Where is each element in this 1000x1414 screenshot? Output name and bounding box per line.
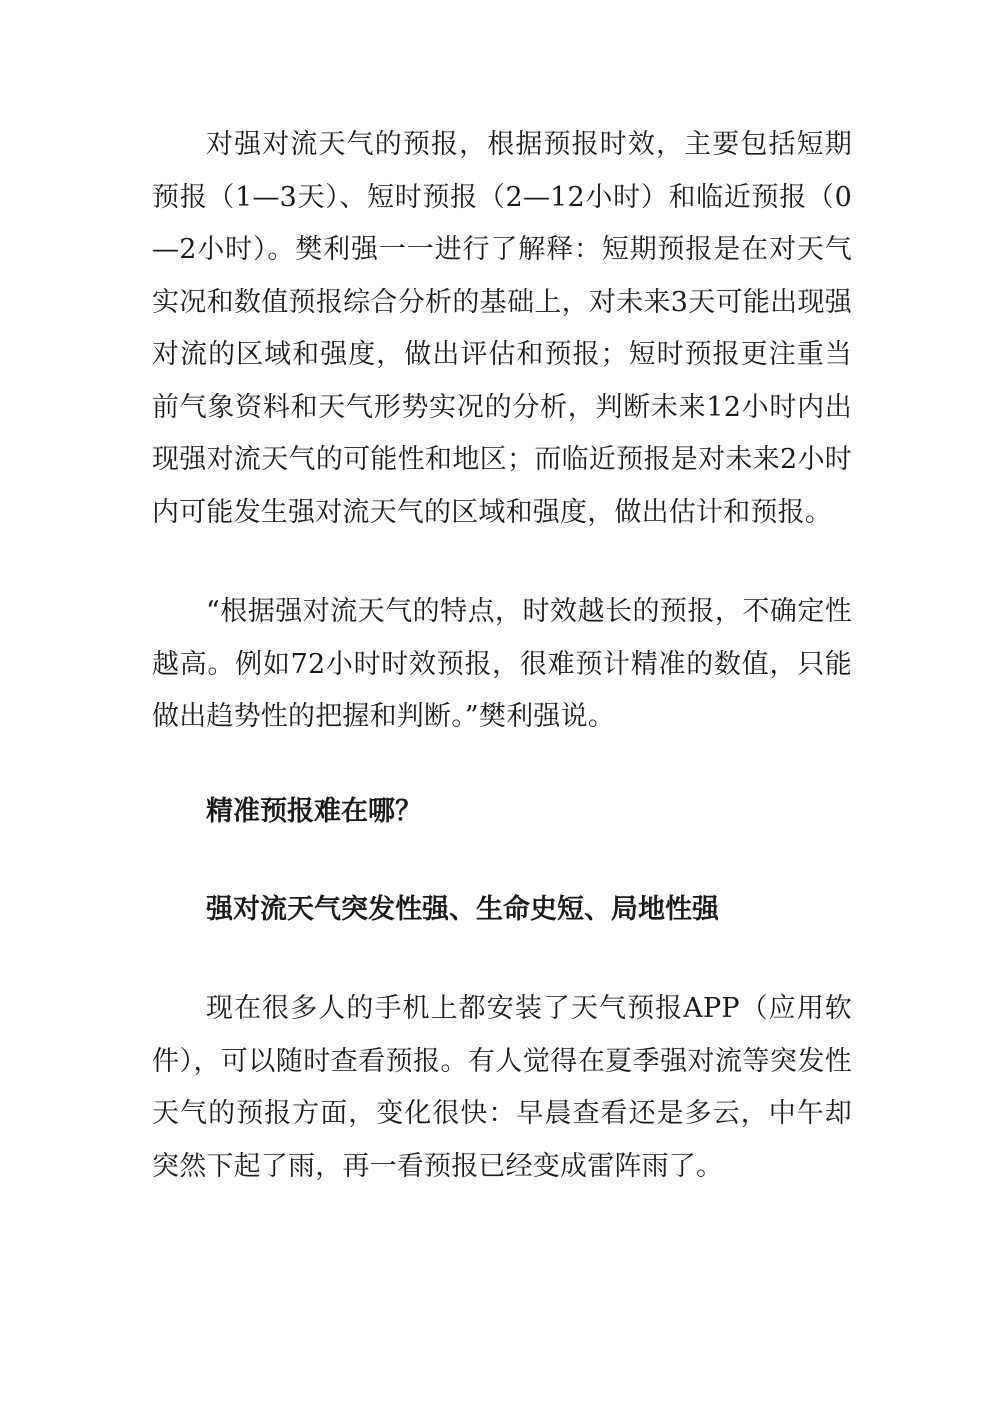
paragraph-weather-app: 现在很多人的手机上都安装了天气预报APP（应用软件），可以随时查看预报。有人觉得在夏季强对流等突发性天气的预报方面，变化很快：早晨查看还是多云，中午却突然下起了雨，再一看预报已经变成雷阵雨了。 xyxy=(152,993,852,1182)
section-subheading: 强对流天气突发性强、生命史短、局地性强 xyxy=(206,894,719,925)
section-heading: 精准预报难在哪？ xyxy=(206,796,422,827)
paragraph-quote: “根据强对流天气的特点，时效越长的预报，不确定性越高。例如72小时时效预报，很难预计精准的数值，只能做出趋势性的把握和判断。”樊利强说。 xyxy=(152,596,852,732)
paragraph-forecast-types: 对强对流天气的预报，根据预报时效，主要包括短期预报（1—3天）、短时预报（2—12小时）和临近预报（0—2小时）。樊利强一一进行了解释：短期预报是在对天气实况和数值预报综合分析的基础上，对未来3天可能出现强对流的区域和强度，做出评估和预报；短时预报更注重当前气象资料和天气形势实况的分析，判断未来12小时内出现强对流天气的可能性和地区；而临近预报是对未来2小时内可能发生强对流天气的区域和强度，做出估计和预报。 xyxy=(152,129,852,528)
